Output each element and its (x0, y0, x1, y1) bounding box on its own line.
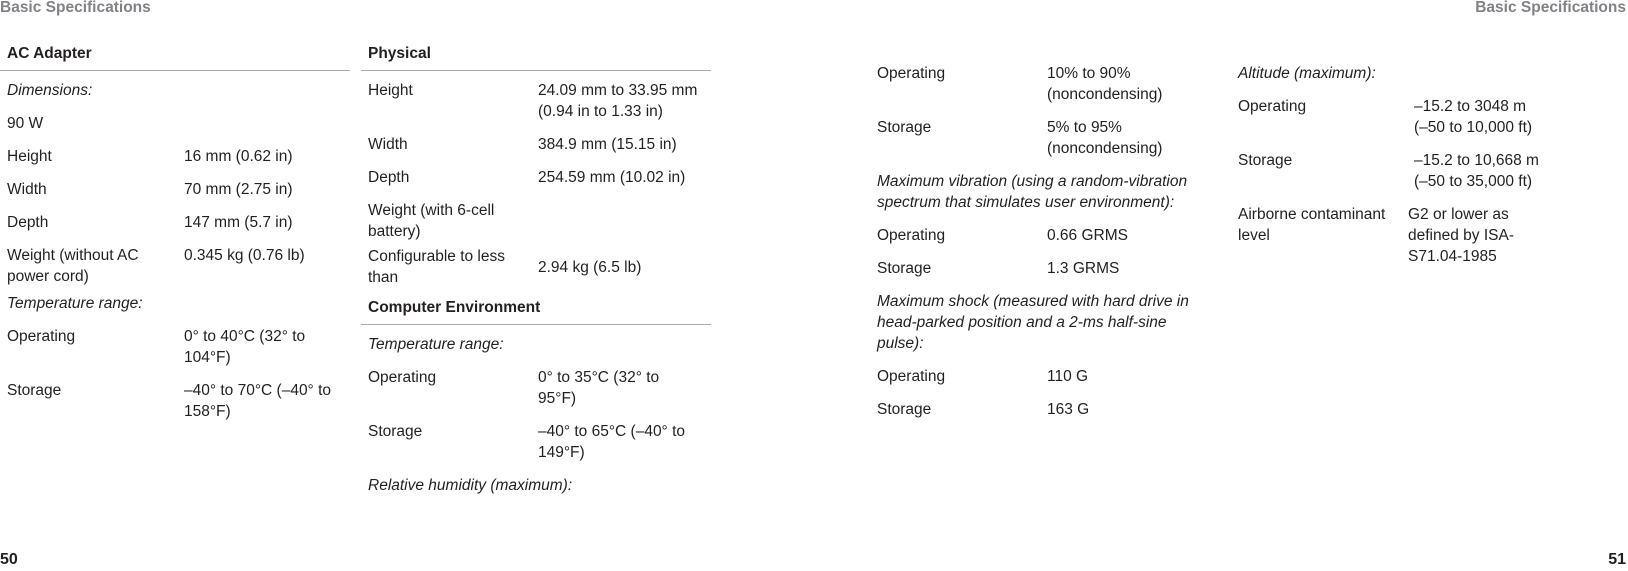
spec-row (877, 57, 1207, 111)
spec-key: Operating (877, 368, 946, 385)
spec-row (877, 393, 1207, 426)
power-value: 90 W (7, 115, 44, 132)
spec-row (361, 74, 711, 128)
spec-key: Weight (without AC power cord) (7, 247, 139, 285)
page-number-right: 51 (1608, 551, 1626, 568)
spec-key: Airborne contaminant level (1238, 206, 1386, 244)
spec-key: Storage (877, 119, 932, 136)
spec-row (0, 206, 350, 239)
environment-continued-section (877, 57, 1207, 426)
power-row (0, 107, 350, 140)
spec-row (877, 360, 1207, 393)
spec-key: Depth (7, 214, 49, 231)
spec-key: Storage (1238, 152, 1293, 169)
physical-title: Physical (361, 44, 711, 71)
header-left: Basic Specifications (0, 0, 151, 16)
spec-row (877, 219, 1207, 252)
altitude-label: Altitude (maximum): (1238, 65, 1376, 82)
spec-row (361, 128, 711, 161)
dimensions-label: Dimensions: (7, 82, 93, 99)
spec-key: Depth (368, 169, 410, 186)
spec-value: 110 G (1047, 368, 1089, 385)
temperature-label: Temperature range: (7, 295, 143, 312)
spec-row (0, 320, 350, 374)
spec-value: 0.345 kg (0.76 lb) (184, 247, 305, 264)
spec-row (361, 415, 711, 469)
altitude-section (1238, 57, 1568, 273)
spec-key: Operating (1238, 98, 1307, 115)
spec-value: 147 mm (5.7 in) (184, 214, 293, 231)
spec-value: 254.59 mm (10.02 in) (538, 169, 686, 186)
spec-key: Operating (7, 328, 76, 345)
spec-row (361, 244, 711, 294)
spec-value: 70 mm (2.75 in) (184, 181, 293, 198)
spec-value: 0° to 40°C (32° to 104°F) (184, 328, 306, 366)
spec-key: Configurable to less than (368, 248, 505, 286)
spec-key: Storage (368, 423, 423, 440)
spec-row (361, 194, 711, 244)
spec-row (1238, 198, 1568, 273)
spec-key: Height (368, 82, 413, 99)
spec-value: –15.2 to 3048 m (–50 to 10,000 ft) (1414, 98, 1533, 136)
humidity-label: Relative humidity (maximum): (368, 477, 573, 494)
spec-key: Operating (877, 227, 946, 244)
spec-value: 10% to 90% (noncondensing) (1047, 65, 1163, 103)
spec-value: 0.66 GRMS (1047, 227, 1128, 244)
spec-key: Width (368, 136, 408, 153)
page-number-left: 50 (0, 551, 18, 568)
spec-value: G2 or lower as defined by ISA-S71.04-1985 (1408, 206, 1514, 265)
spec-value: 384.9 mm (15.15 in) (538, 136, 677, 153)
spec-value: 2.94 kg (6.5 lb) (538, 258, 642, 276)
spec-row (0, 239, 350, 287)
spec-row (0, 173, 350, 206)
spec-row (1238, 144, 1568, 198)
ac-adapter-title: AC Adapter (0, 44, 350, 71)
spec-row (361, 361, 711, 415)
temperature-label: Temperature range: (368, 336, 504, 353)
spec-key: Storage (7, 382, 62, 399)
spec-value (518, 200, 711, 242)
spec-key: Height (7, 148, 52, 165)
spec-row (361, 161, 711, 194)
spec-value: –40° to 65°C (–40° to 149°F) (538, 423, 685, 461)
spec-row (0, 140, 350, 173)
spec-value: 163 G (1047, 401, 1090, 418)
spec-value: 24.09 mm to 33.95 mm (0.94 in to 1.33 in) (538, 82, 698, 120)
physical-section (361, 44, 711, 502)
spec-value: 1.3 GRMS (1047, 260, 1120, 277)
spec-value: 5% to 95% (noncondensing) (1047, 119, 1163, 157)
spec-row (1238, 90, 1568, 144)
spec-row (877, 252, 1207, 285)
spec-value: –15.2 to 10,668 m (–50 to 35,000 ft) (1414, 152, 1539, 190)
spec-value: –40° to 70°C (–40° to 158°F) (184, 382, 331, 420)
spec-value: 0° to 35°C (32° to 95°F) (538, 369, 660, 407)
spec-key: Operating (877, 65, 946, 82)
spec-row (877, 111, 1207, 165)
spec-key: Operating (368, 369, 437, 386)
spec-value: 16 mm (0.62 in) (184, 148, 293, 165)
ac-adapter-section (0, 44, 350, 428)
header-right: Basic Specifications (1475, 0, 1626, 16)
vibration-label: Maximum vibration (using a random-vibration spectrum that simulates user environment): (877, 173, 1188, 211)
spec-key: Storage (877, 260, 932, 277)
spec-key: Weight (with 6-cell battery) (368, 202, 495, 240)
computer-environment-title: Computer Environment (361, 298, 711, 325)
spec-key: Width (7, 181, 47, 198)
shock-label: Maximum shock (measured with hard drive in head-parked position and a 2-ms half-sine pulse): (877, 293, 1189, 352)
spec-key: Storage (877, 401, 932, 418)
spec-row (0, 374, 350, 428)
